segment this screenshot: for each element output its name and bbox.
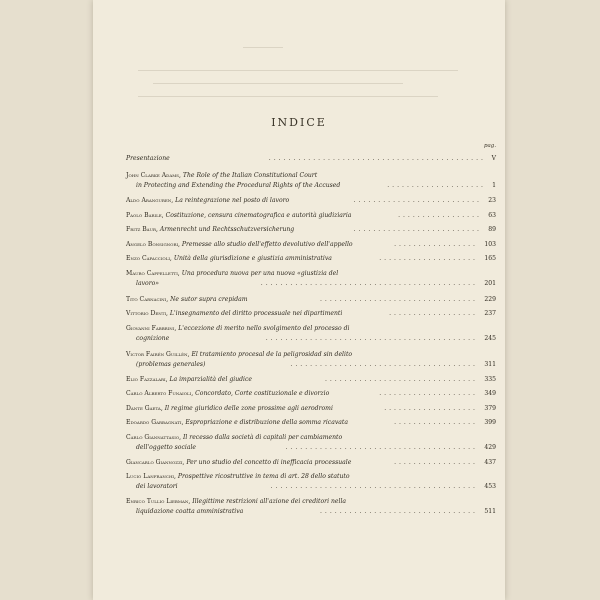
author-name: Elio Fazzalari,	[126, 376, 168, 383]
toc-entry	[126, 225, 496, 235]
toc-entry	[126, 211, 496, 221]
toc-entry-text	[126, 497, 346, 507]
toc-entry-text	[126, 269, 338, 279]
work-title: The Role of the Italian Constitutional Court	[182, 172, 318, 179]
index-title: INDICE	[271, 116, 327, 129]
toc-entry-text	[126, 295, 248, 305]
toc-entry-text	[126, 404, 333, 414]
toc-entry-line	[126, 279, 496, 289]
toc-entry-text	[136, 181, 340, 191]
page-number: 335	[484, 376, 496, 383]
page-number: 245	[484, 335, 496, 342]
author-name: Enzo Capaccioli,	[126, 255, 172, 262]
work-title: Una procedura nuova per una nuova «giustizia del	[181, 270, 339, 277]
toc-entry-text	[126, 240, 353, 250]
author-name: Giancarlo Giannozzi,	[126, 459, 185, 466]
toc-entry-line	[126, 375, 496, 385]
toc-entry-text	[126, 171, 317, 181]
author-name: Vittorio Denti,	[126, 310, 168, 317]
work-title: Il regime giuridico delle zone prossime agli aerodromi	[164, 405, 333, 412]
toc-entry	[126, 295, 496, 305]
toc-entry	[126, 269, 496, 289]
toc-entry-line	[126, 458, 496, 468]
toc-entry	[126, 375, 496, 385]
toc-entry-line	[126, 181, 496, 191]
toc-entry	[126, 240, 496, 250]
toc-entry	[126, 472, 496, 492]
toc-entry-line	[126, 350, 496, 360]
work-title-continuation: lavoro»	[136, 280, 160, 287]
work-title: La imparzialità del giudice	[169, 376, 253, 383]
work-title: Presentazione	[126, 155, 170, 162]
work-title: Armenrecht und Rechtsschutzversicherung	[159, 226, 295, 233]
toc-entry-line	[126, 433, 496, 443]
work-title: Unità della giurisdizione e giustizia amministrativa	[173, 255, 332, 262]
toc-entry	[126, 154, 496, 164]
work-title: Ne sutor supra crepidam	[170, 296, 248, 303]
dot-leader: ..................	[389, 310, 478, 317]
dot-leader: .................	[398, 212, 482, 219]
toc-entry	[126, 350, 496, 370]
toc-entry-line	[126, 497, 496, 507]
work-title: Espropriazione e distribuzione della somma ricavata	[185, 419, 349, 426]
toc-entry	[126, 389, 496, 399]
work-title: Il recesso dalla società di capitali per cambiamento	[183, 434, 343, 441]
page-number: 89	[488, 226, 496, 233]
author-name: Fritz Baur,	[126, 226, 158, 233]
work-title-continuation: dell'oggetto sociale	[136, 444, 197, 451]
toc-entry-line	[126, 418, 496, 428]
author-name: Victor Fairén Guillén,	[126, 351, 190, 358]
work-title: Prospettive ricostruttive in tema di art. 28 dello statuto	[177, 473, 350, 480]
toc-entry-text	[126, 472, 350, 482]
dot-leader: ....................	[379, 255, 478, 262]
dot-leader: ............................................	[268, 155, 486, 162]
toc-entry-line	[126, 324, 496, 334]
dot-leader: .................	[394, 241, 478, 248]
toc-entry-text	[136, 443, 196, 453]
toc-entry	[126, 497, 496, 517]
dot-leader: .................	[394, 419, 478, 426]
toc-entry	[126, 309, 496, 319]
dot-leader: ................................	[320, 508, 478, 515]
page-number: V	[491, 155, 496, 162]
toc-entry-line	[126, 295, 496, 305]
page-number: 311	[484, 361, 496, 368]
work-title-continuation: (problemas generales)	[136, 361, 206, 368]
page-column-label: pag.	[484, 143, 497, 149]
page-number: 1	[492, 182, 496, 189]
author-name: Dante Gaeta,	[126, 405, 163, 412]
page-number: 349	[484, 390, 496, 397]
toc-entry-line	[126, 472, 496, 482]
show-through-line	[153, 83, 403, 84]
dot-leader: ....................	[379, 390, 478, 397]
toc-entry-line	[126, 240, 496, 250]
page-number: 399	[484, 419, 496, 426]
show-through-line	[138, 96, 438, 97]
work-title-continuation: in Protecting and Extending the Procedural Rights of the Accused	[136, 182, 341, 189]
toc-entry-line	[126, 334, 496, 344]
toc-entry-line	[126, 254, 496, 264]
page-number: 379	[484, 405, 496, 412]
work-title: L'insegnamento del diritto processuale nei dipartimenti	[169, 310, 343, 317]
toc-entry-text	[126, 418, 348, 428]
toc-entry	[126, 171, 496, 191]
book-page	[93, 0, 505, 600]
page-number: 453	[484, 483, 496, 490]
dot-leader: ...................	[384, 405, 478, 412]
toc-entry	[126, 196, 496, 206]
show-through-line	[138, 70, 458, 71]
toc-entry-line	[126, 404, 496, 414]
toc-entry	[126, 458, 496, 468]
work-title-continuation: liquidazione coatta amministrativa	[136, 508, 244, 515]
author-name: Mauro Cappelletti,	[126, 270, 180, 277]
page-number: 23	[488, 197, 496, 204]
dot-leader: ..........................	[353, 197, 482, 204]
toc-entry-text	[126, 350, 352, 360]
toc-entry-text	[136, 507, 243, 517]
page-number: 229	[484, 296, 496, 303]
toc-entry-line	[126, 171, 496, 181]
author-name: Tito Carnacini,	[126, 296, 169, 303]
page-number: 429	[484, 444, 496, 451]
toc-entry-text	[126, 154, 170, 164]
author-name: Aldo Aranguren,	[126, 197, 174, 204]
toc-entry-text	[136, 482, 178, 492]
show-through-line	[243, 47, 283, 48]
work-title: L'eccezione di merito nello svolgimento del processo di	[178, 325, 350, 332]
page-number: 437	[484, 459, 496, 466]
toc-entry-text	[126, 375, 252, 385]
dot-leader: ......................................	[290, 361, 478, 368]
toc-entry-text	[126, 211, 351, 221]
page-number: 237	[484, 310, 496, 317]
toc-entry-line	[126, 443, 496, 453]
toc-entry-text	[126, 196, 289, 206]
toc-entry-text	[126, 433, 342, 443]
dot-leader: ..........................	[353, 226, 482, 233]
author-name: Carlo Alberto Funaioli,	[126, 390, 194, 397]
page-number: 165	[484, 255, 496, 262]
work-title: El tratamiento procesal de la peligrosidad sin delito	[191, 351, 353, 358]
toc-entry-line	[126, 482, 496, 492]
toc-entry	[126, 418, 496, 428]
author-name: Lucio Lanfranchi,	[126, 473, 176, 480]
work-title: La reintegrazione nel posto di lavoro	[175, 197, 290, 204]
author-name: Edoardo Garbagnati,	[126, 419, 184, 426]
toc-entry	[126, 433, 496, 453]
author-name: Enrico Tullio Liebman,	[126, 498, 191, 505]
toc-entry	[126, 254, 496, 264]
toc-entry-text	[136, 279, 159, 289]
dot-leader: .................	[394, 459, 478, 466]
page-number: 63	[488, 212, 496, 219]
work-title-continuation: cognizione	[136, 335, 170, 342]
work-title: Concordato, Corte costituzionale e divorzio	[195, 390, 330, 397]
toc-entry-line	[126, 211, 496, 221]
author-name: Paolo Barile,	[126, 212, 164, 219]
work-title: Premesse allo studio dell'effetto devolutivo dell'appello	[181, 241, 353, 248]
author-name: Giovanni Fabbrini,	[126, 325, 177, 332]
work-title: Illegittime restrizioni all'azione dei creditori nella	[192, 498, 347, 505]
author-name: John Clarke Adams,	[126, 172, 181, 179]
toc-entry-line	[126, 309, 496, 319]
toc-entry-text	[126, 458, 351, 468]
toc-entry-line	[126, 360, 496, 370]
dot-leader: ................................	[320, 296, 478, 303]
author-name: Angelo Bonsignori,	[126, 241, 180, 248]
author-name: Carlo Giannattasio,	[126, 434, 182, 441]
page-number: 201	[484, 280, 496, 287]
toc-entry-line	[126, 269, 496, 279]
toc-entry-text	[136, 360, 205, 370]
toc-entry-text	[126, 225, 294, 235]
toc-entry-text	[126, 324, 349, 334]
toc-entry-line	[126, 154, 496, 164]
work-title: Per uno studio del concetto di inefficacia processuale	[186, 459, 352, 466]
work-title-continuation: dei lavoratori	[136, 483, 178, 490]
toc-entry	[126, 324, 496, 344]
toc-entry-line	[126, 389, 496, 399]
toc-entry-text	[126, 254, 332, 264]
toc-entry-line	[126, 507, 496, 517]
dot-leader: ....................	[387, 182, 486, 189]
toc-entry-line	[126, 196, 496, 206]
toc-entry-text	[136, 334, 169, 344]
page-number: 103	[484, 241, 496, 248]
dot-leader: ...........................................	[265, 335, 478, 342]
toc-entry-line	[126, 225, 496, 235]
page-number: 511	[484, 508, 496, 515]
dot-leader: ..........................................	[270, 483, 478, 490]
toc-entry	[126, 404, 496, 414]
dot-leader: ...............................	[324, 376, 478, 383]
toc-entry-text	[126, 309, 342, 319]
toc-entry-text	[126, 389, 329, 399]
work-title: Costituzione, censura cinematografica e autorità giudiziaria	[165, 212, 352, 219]
dot-leader: ............................................	[260, 280, 478, 287]
dot-leader: .......................................	[285, 444, 478, 451]
